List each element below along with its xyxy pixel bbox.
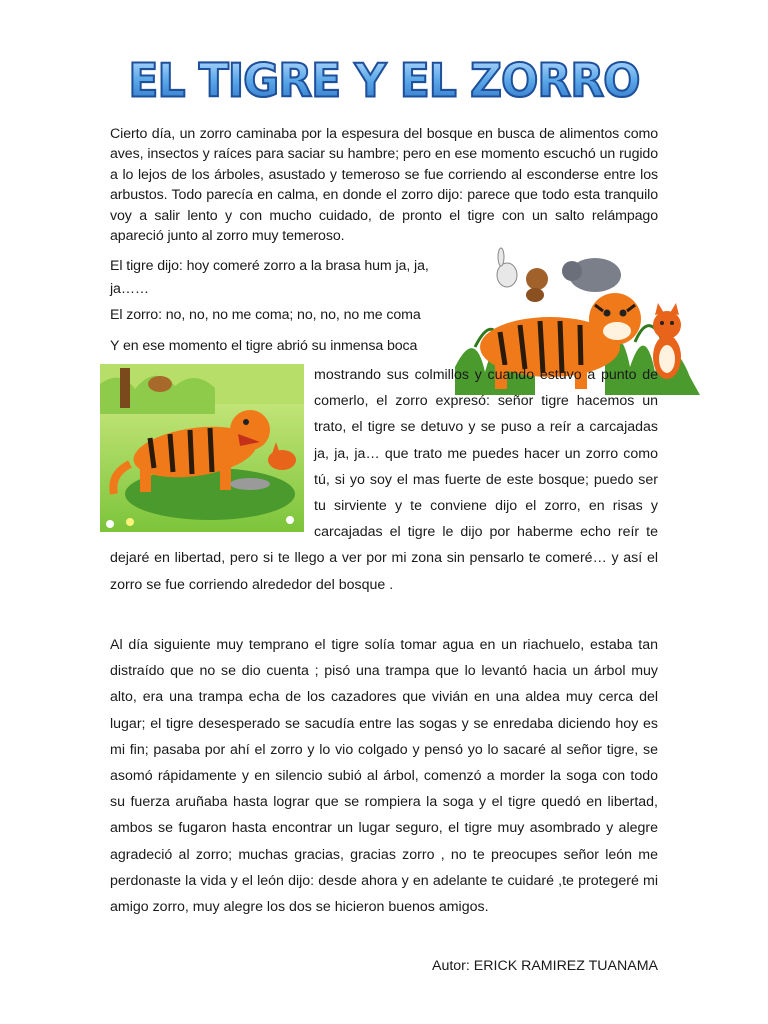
paragraph-5: mostrando sus colmillos y cuando estuvo a punto de comerlo, el zorro expresó: señor tigre hacemos un trato, el tigre se detuvo y se puso a reír a carcajadas ja, ja, ja… que trato me puedes hacer un zorro como tú, si yo soy el mas fuerte de este bosque; puedo ser tu sirviente y te conviene dijo el zorro, en risas y carcajadas el tigre le dijo por haberme echo reír te dejaré en libertad, pero si te llego a ver por mi zona sin pensarlo te comeré… y así el zorro se fue corriendo alrededor del bosque . [110, 367, 658, 593]
paragraph-1: Cierto día, un zorro caminaba por la espesura del bosque en busca de alimentos como aves, insectos y raíces para saciar su hambre; pero en ese momento escuchó un rugido a lo lejos de los árboles, asustado y temeroso se fue corriendo al esconderse entre los arbustos. Todo parecía en calma, en donde el zorro dijo: parece que todo esta tranquilo voy a salir lento y con mucho cuidado, de pronto el tigre con un salto relámpago apareció junto al zorro muy temeroso. [110, 126, 658, 245]
paragraph-5-block [110, 362, 658, 598]
story-title-text: EL TIGRE Y EL ZORRO [128, 53, 640, 108]
tiger-attacking-fox-illustration [100, 364, 304, 532]
paragraph-3: El zorro: no, no, no me coma; no, no, no me coma [110, 307, 421, 323]
paragraph-2: El tigre dijo: hoy comeré zorro a la brasa hum ja, ja, ja…… [110, 258, 429, 297]
paragraph-6: Al día siguiente muy temprano el tigre solía tomar agua en un riachuelo, estaba tan distraído que no se dio cuenta ; pisó una trampa que lo levantó hacia un árbol muy alto, era una trampa echa de los cazadores que vivián en una aldea muy cerca del lugar; el tigre desesperado se sacudía entre las sogas y se enredaba diciendo hoy es mi fin; pasaba por ahí el zorro y lo vio colgado y pensó yo lo sacaré al señor tigre, se asomó rápidamente y en silencio subió al árbol, comenzó a morder la soga con todo su fuerza aruñaba hasta lograr que se rompiera la soga y el tigre quedó en libertad, ambos se fugaron hasta encontrar un lugar seguro, el tigre muy asombrado y alegre agradeció al zorro; muchas gracias, gracias zorro , no te preocupes señor león me perdonaste la vida y el león dijo: desde ahora y en adelante te cuidaré ,te protegeré mi amigo zorro, muy alegre los dos se hicieron buenos amigos. [110, 637, 658, 916]
story-title [0, 42, 768, 112]
paragraph-4: Y en ese momento el tigre abrió su inmensa boca [110, 338, 418, 354]
author-credit: Autor: ERICK RAMIREZ TUANAMA [432, 958, 658, 974]
